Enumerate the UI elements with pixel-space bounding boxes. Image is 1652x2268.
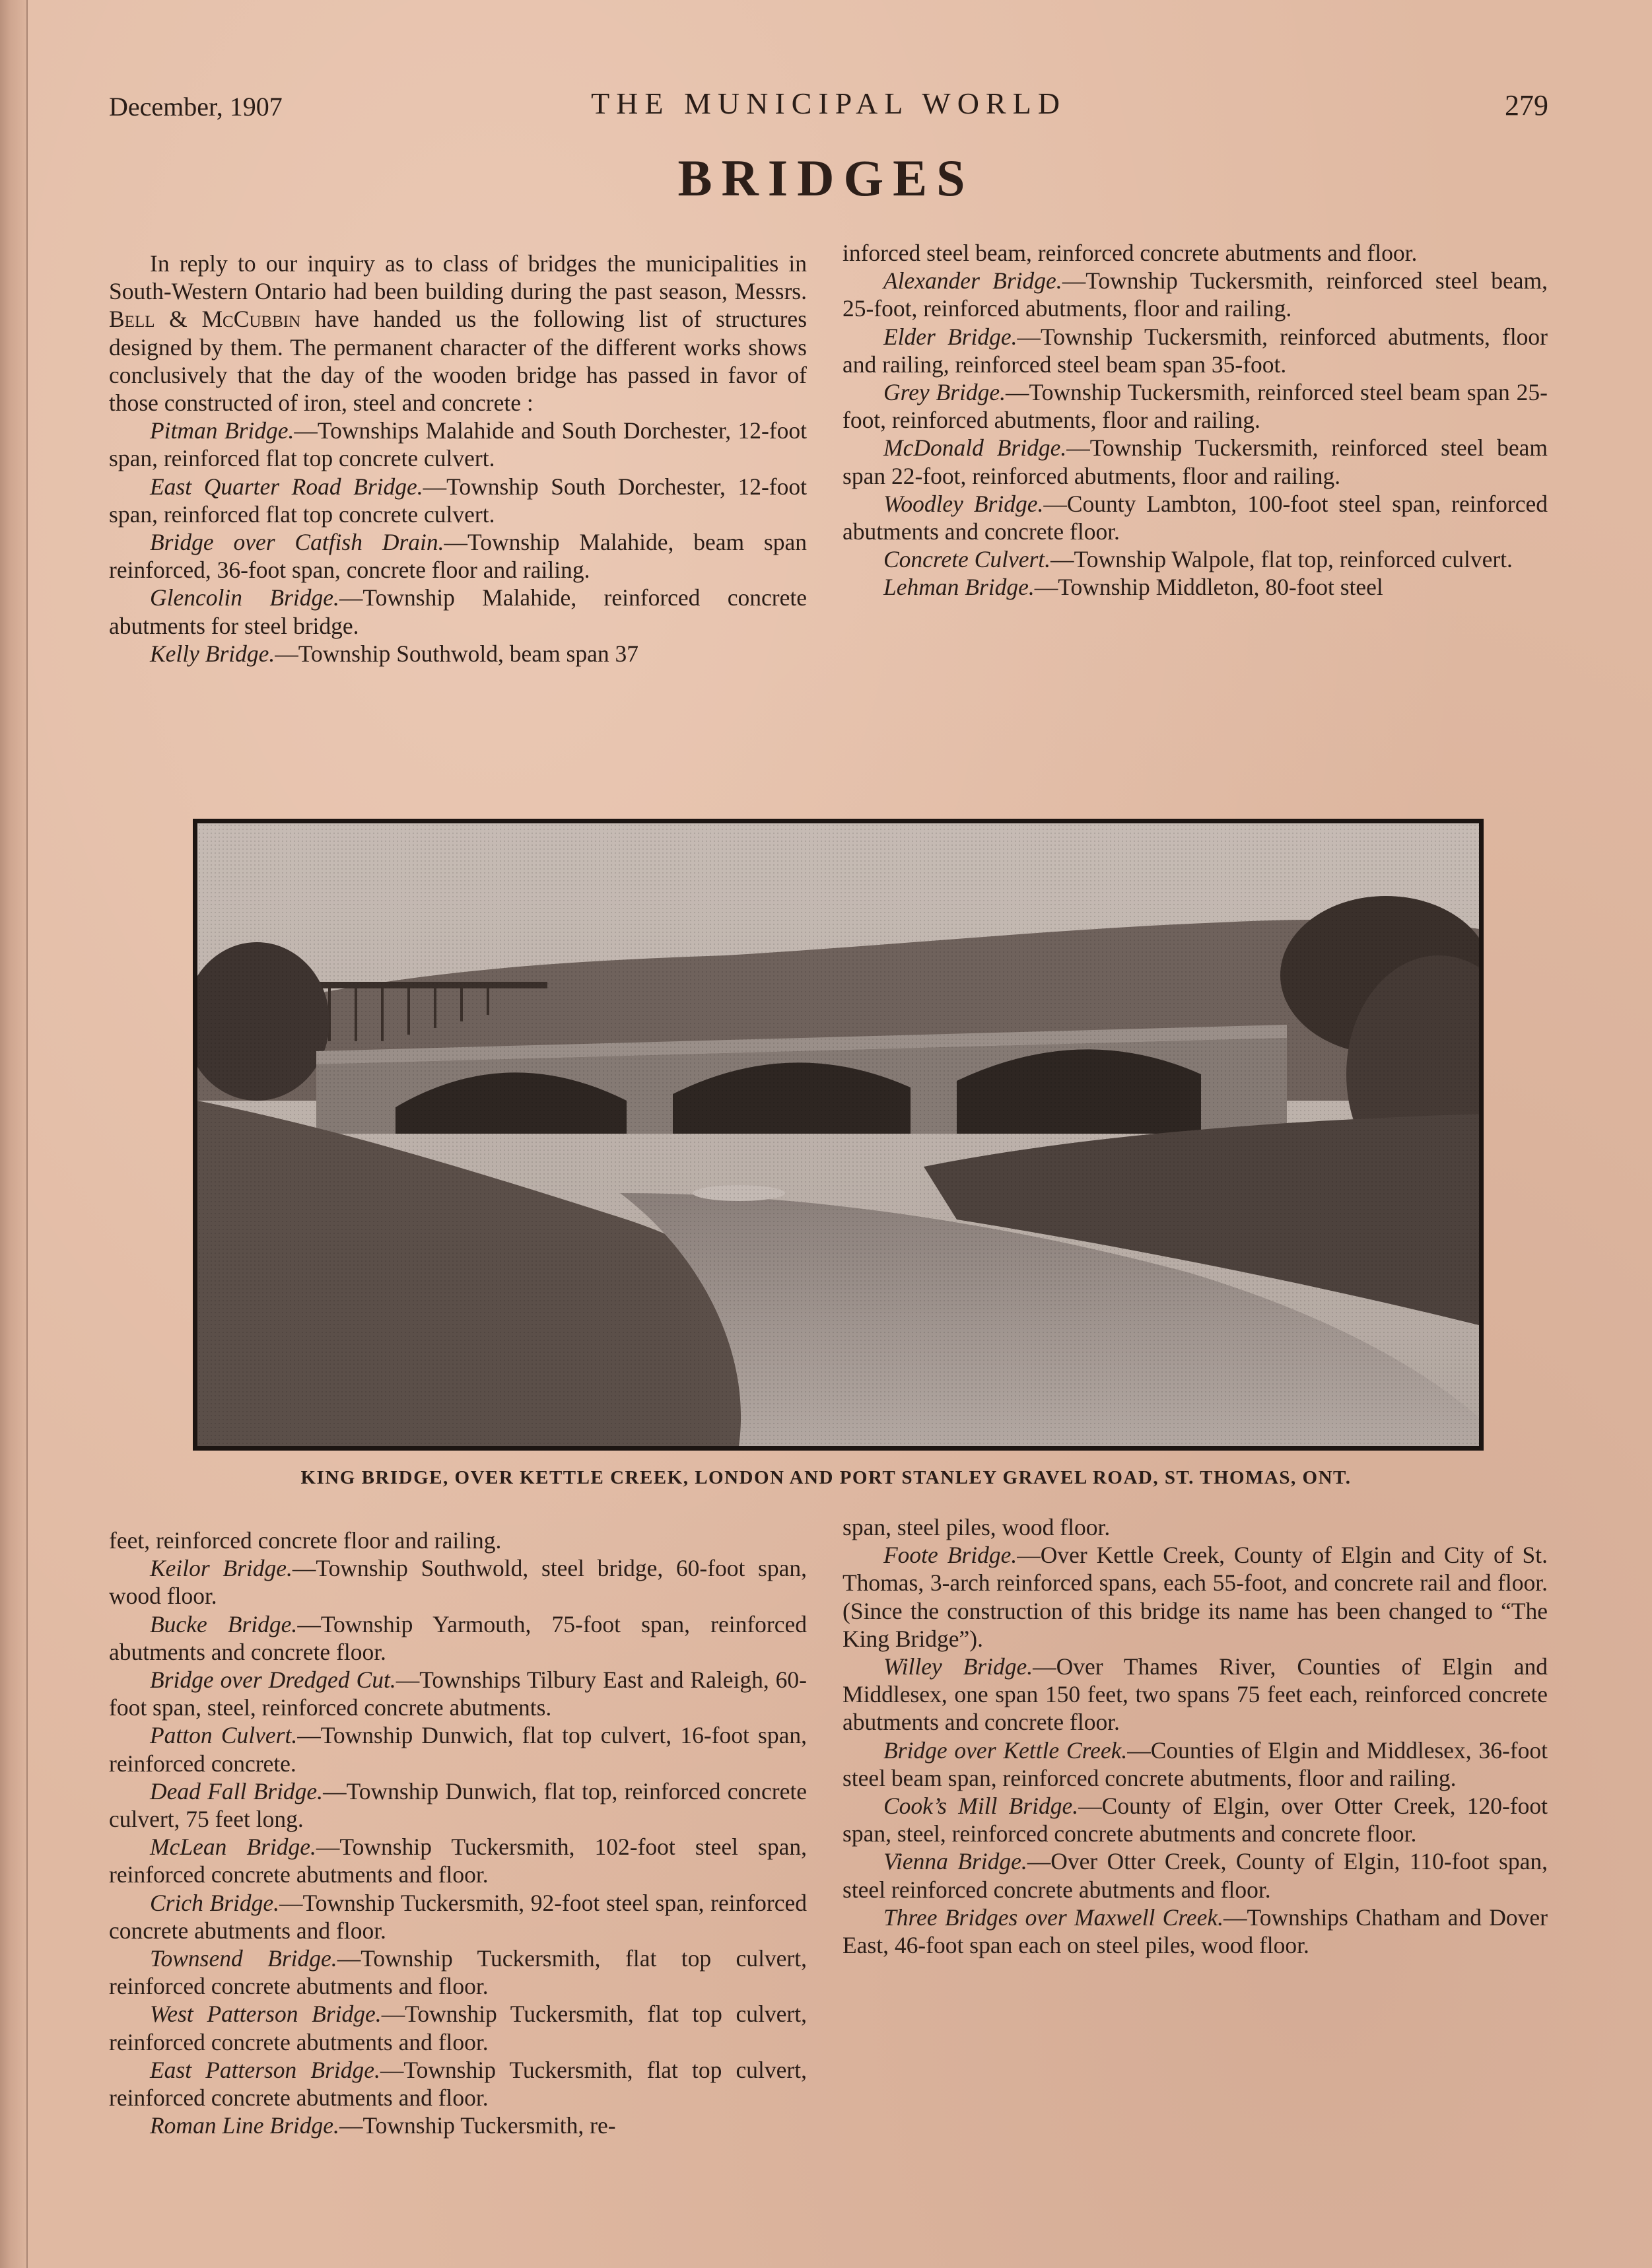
- bridge-description: —Township South Dorchester, 12-foot span, reinforced flat top concrete culvert.: [109, 473, 807, 528]
- intro-paragraph: [109, 250, 807, 417]
- bridge-description: —Townships Chatham and Dover East, 46-foot span each on steel piles, wood floor.: [843, 1904, 1548, 1959]
- bridge-description: —Township Yarmouth, 75-foot span, reinforced abutments and concrete floor.: [109, 1610, 807, 1665]
- bridge-name: East Quarter Road Bridge.: [150, 473, 423, 500]
- bridge-photo-illustration: [197, 823, 1479, 1446]
- bridge-entry: [109, 1944, 807, 2000]
- bridge-name: East Patterson Bridge.: [150, 2056, 380, 2083]
- intro-text-b: have handed us the following list of structures designed by them. The permanent character of the different works shows conclusively that the day of the wooden bridge has passed in favor of those constructed of iron, steel and concrete :: [109, 306, 808, 417]
- bridge-photograph: [193, 819, 1484, 1451]
- bridge-entry: [109, 584, 807, 639]
- running-header: [109, 86, 1548, 132]
- bridge-name: Concrete Culvert.: [883, 546, 1051, 573]
- firm-name: Bell & McCubbin: [109, 306, 301, 333]
- page-binding-edge: [0, 0, 28, 2268]
- continuation-text: inforced steel beam, reinforced concrete abutments and floor.: [843, 240, 1418, 266]
- bridge-name: Three Bridges over Maxwell Creek.: [883, 1904, 1223, 1931]
- bridge-description: —Township Tuckersmith, 92-foot steel span, reinforced concrete abutments and floor.: [109, 1889, 807, 1944]
- bridge-entry: [843, 323, 1548, 378]
- bridge-description: —Townships Tilbury East and Raleigh, 60-foot span, steel, reinforced concrete abutments.: [109, 1667, 808, 1721]
- bridge-description: —Township Southwold, steel bridge, 60-foot span, wood floor.: [109, 1555, 807, 1610]
- bridge-entry: [843, 1904, 1548, 1959]
- bridge-description: —Township Tuckersmith, reinforced steel beam span 22-foot, reinforced abutments, floor and railing.: [843, 434, 1548, 489]
- bridge-entry: [109, 2112, 807, 2139]
- bridge-description: —Township Tuckersmith, re-: [339, 2112, 616, 2139]
- bridge-name: Keilor Bridge.: [150, 1555, 293, 1582]
- bridge-description: —Township Tuckersmith, flat top culvert, reinforced concrete abutments and floor.: [109, 2001, 807, 2055]
- bridge-name: Crich Bridge.: [150, 1889, 279, 1916]
- bridge-entry: [109, 473, 807, 528]
- bridge-name: Woodley Bridge.: [883, 490, 1044, 517]
- bridge-description: —Township Dunwich, flat top, reinforced concrete culvert, 75 feet long.: [109, 1777, 807, 1833]
- bridge-entry: [109, 1610, 807, 1666]
- bridge-entry: [843, 545, 1548, 573]
- intro-text-a: In reply to our inquiry as to class of bridges the municipalities in South-Western Ontario had been building during the past season, Messrs.: [109, 250, 807, 305]
- bridge-entry: [109, 2000, 807, 2055]
- bridge-entry: [843, 1736, 1548, 1792]
- article-title: BRIDGES: [677, 149, 975, 207]
- bridge-entry: [843, 267, 1548, 322]
- column-left-bottom: [109, 1527, 807, 2139]
- bridge-description: —Township Walpole, flat top, reinforced culvert.: [1050, 546, 1513, 573]
- bridge-entry: [843, 434, 1548, 489]
- bridge-description: —Township Tuckersmith, 102-foot steel span, reinforced concrete abutments and floor.: [109, 1834, 807, 1888]
- bridge-entry: [109, 1777, 807, 1833]
- bridge-name: Bridge over Kettle Creek.: [883, 1736, 1128, 1764]
- bridge-entry: [843, 1847, 1548, 1903]
- bridge-description: —County Lambton, 100-foot steel span, reinforced abutments and concrete floor.: [843, 490, 1548, 545]
- bridge-name: Cook’s Mill Bridge.: [883, 1793, 1079, 1820]
- header-date: December, 1907: [109, 92, 283, 121]
- publication-title: THE MUNICIPAL WORLD: [591, 86, 1066, 120]
- continuation-text: feet, reinforced concrete floor and railing.: [109, 1527, 502, 1554]
- bridge-entry: [843, 378, 1548, 434]
- entry-list: [109, 417, 807, 668]
- bridge-entry: [109, 1666, 807, 1721]
- bridge-description: —Township Tuckersmith, reinforced abutments, floor and railing, reinforced steel beam span 35-foot.: [843, 323, 1548, 378]
- bridge-entry: [109, 1721, 807, 1777]
- bridge-description: —Township Malahide, beam span reinforced, 36-foot span, concrete floor and railing.: [109, 529, 807, 584]
- entry-list: [843, 267, 1548, 601]
- photo-caption: KING BRIDGE, OVER KETTLE CREEK, LONDON AND PORT STANLEY GRAVEL ROAD, ST. THOMAS, ONT.: [300, 1467, 1352, 1488]
- bridge-name: Vienna Bridge.: [883, 1848, 1027, 1875]
- bridge-name: Bridge over Dredged Cut.: [150, 1667, 396, 1694]
- bridge-name: McLean Bridge.: [150, 1834, 316, 1861]
- bridge-description: —Township Tuckersmith, flat top culvert, reinforced concrete abutments and floor.: [109, 2056, 807, 2112]
- bridge-entry: [843, 1653, 1548, 1736]
- bridge-description: —Over Kettle Creek, County of Elgin and City of St. Thomas, 3-arch reinforced spans, each 55-foot, and concrete rail and floor. (Since the construction of this bridge its name has been changed to “The King Bridge”).: [843, 1542, 1548, 1652]
- bridge-description: —Counties of Elgin and Middlesex, 36-foot steel beam span, reinforced concrete abutments, floor and railing.: [843, 1736, 1548, 1791]
- bridge-name: Kelly Bridge.: [150, 640, 275, 667]
- bridge-name: McDonald Bridge.: [883, 434, 1067, 462]
- bridge-entry: [109, 1889, 807, 1944]
- bridge-entry: [109, 417, 807, 472]
- bridge-name: Elder Bridge.: [883, 323, 1017, 350]
- continuation-text: span, steel piles, wood floor.: [843, 1514, 1111, 1540]
- bridge-description: —Township Dunwich, flat top culvert, 16-foot span, reinforced concrete.: [109, 1722, 807, 1777]
- bridge-name: Willey Bridge.: [883, 1653, 1033, 1680]
- bridge-name: Foote Bridge.: [883, 1542, 1017, 1569]
- bridge-name: Townsend Bridge.: [150, 1945, 337, 1972]
- bridge-description: —Township Southwold, beam span 37: [275, 640, 638, 667]
- bridge-description: —Township Tuckersmith, reinforced steel beam span 25-foot, reinforced abutments, floor and railing.: [843, 379, 1548, 434]
- bridge-name: Grey Bridge.: [883, 379, 1006, 406]
- bridge-entry: [109, 640, 807, 668]
- bridge-entry: [843, 1792, 1548, 1847]
- bridge-name: Pitman Bridge.: [150, 417, 294, 444]
- bridge-entry: [109, 2056, 807, 2112]
- column-left-top: [109, 250, 807, 668]
- bridge-description: —County of Elgin, over Otter Creek, 120-foot span, steel, reinforced concrete abutments and concrete floor.: [843, 1793, 1548, 1847]
- bridge-name: West Patterson Bridge.: [150, 2001, 382, 2028]
- bridge-description: —Over Thames River, Counties of Elgin and Middlesex, one span 150 feet, two spans 75 feet each, reinforced concrete abutments and concrete floor.: [843, 1653, 1548, 1736]
- bridge-entry: [109, 528, 807, 584]
- bridge-entry: [109, 1833, 807, 1888]
- bridge-name: Glencolin Bridge.: [150, 584, 339, 611]
- bridge-name: Patton Culvert.: [150, 1722, 298, 1749]
- bridge-description: —Over Otter Creek, County of Elgin, 110-foot span, steel reinforced concrete abutments and floor.: [843, 1848, 1548, 1903]
- bridge-entry: [109, 1554, 807, 1610]
- bridge-entry: [843, 1541, 1548, 1653]
- bridge-name: Alexander Bridge.: [883, 267, 1062, 294]
- bridge-description: —Township Middleton, 80-foot steel: [1034, 574, 1383, 601]
- bridge-name: Bucke Bridge.: [150, 1610, 298, 1637]
- column-right-top: [843, 239, 1548, 601]
- bridge-name: Bridge over Catfish Drain.: [150, 529, 444, 556]
- bridge-name: Lehman Bridge.: [883, 574, 1035, 601]
- entry-list: [843, 1541, 1548, 1959]
- bridge-description: —Township Malahide, reinforced concrete abutments for steel bridge.: [109, 584, 807, 639]
- column-right-bottom: [843, 1513, 1548, 1959]
- bridge-description: —Township Tuckersmith, reinforced steel beam, 25-foot, reinforced abutments, floor and railing.: [843, 267, 1548, 322]
- bridge-name: Roman Line Bridge.: [150, 2112, 339, 2139]
- bridge-description: —Townships Malahide and South Dorchester, 12-foot span, reinforced flat top concrete culvert.: [109, 417, 807, 472]
- bridge-name: Dead Fall Bridge.: [150, 1777, 324, 1804]
- entry-list: [109, 1554, 807, 2139]
- bridge-entry: [843, 490, 1548, 545]
- page-number: 279: [1505, 89, 1548, 121]
- bridge-description: —Township Tuckersmith, flat top culvert, reinforced concrete abutments and floor.: [109, 1945, 807, 2000]
- bridge-entry: [843, 573, 1548, 601]
